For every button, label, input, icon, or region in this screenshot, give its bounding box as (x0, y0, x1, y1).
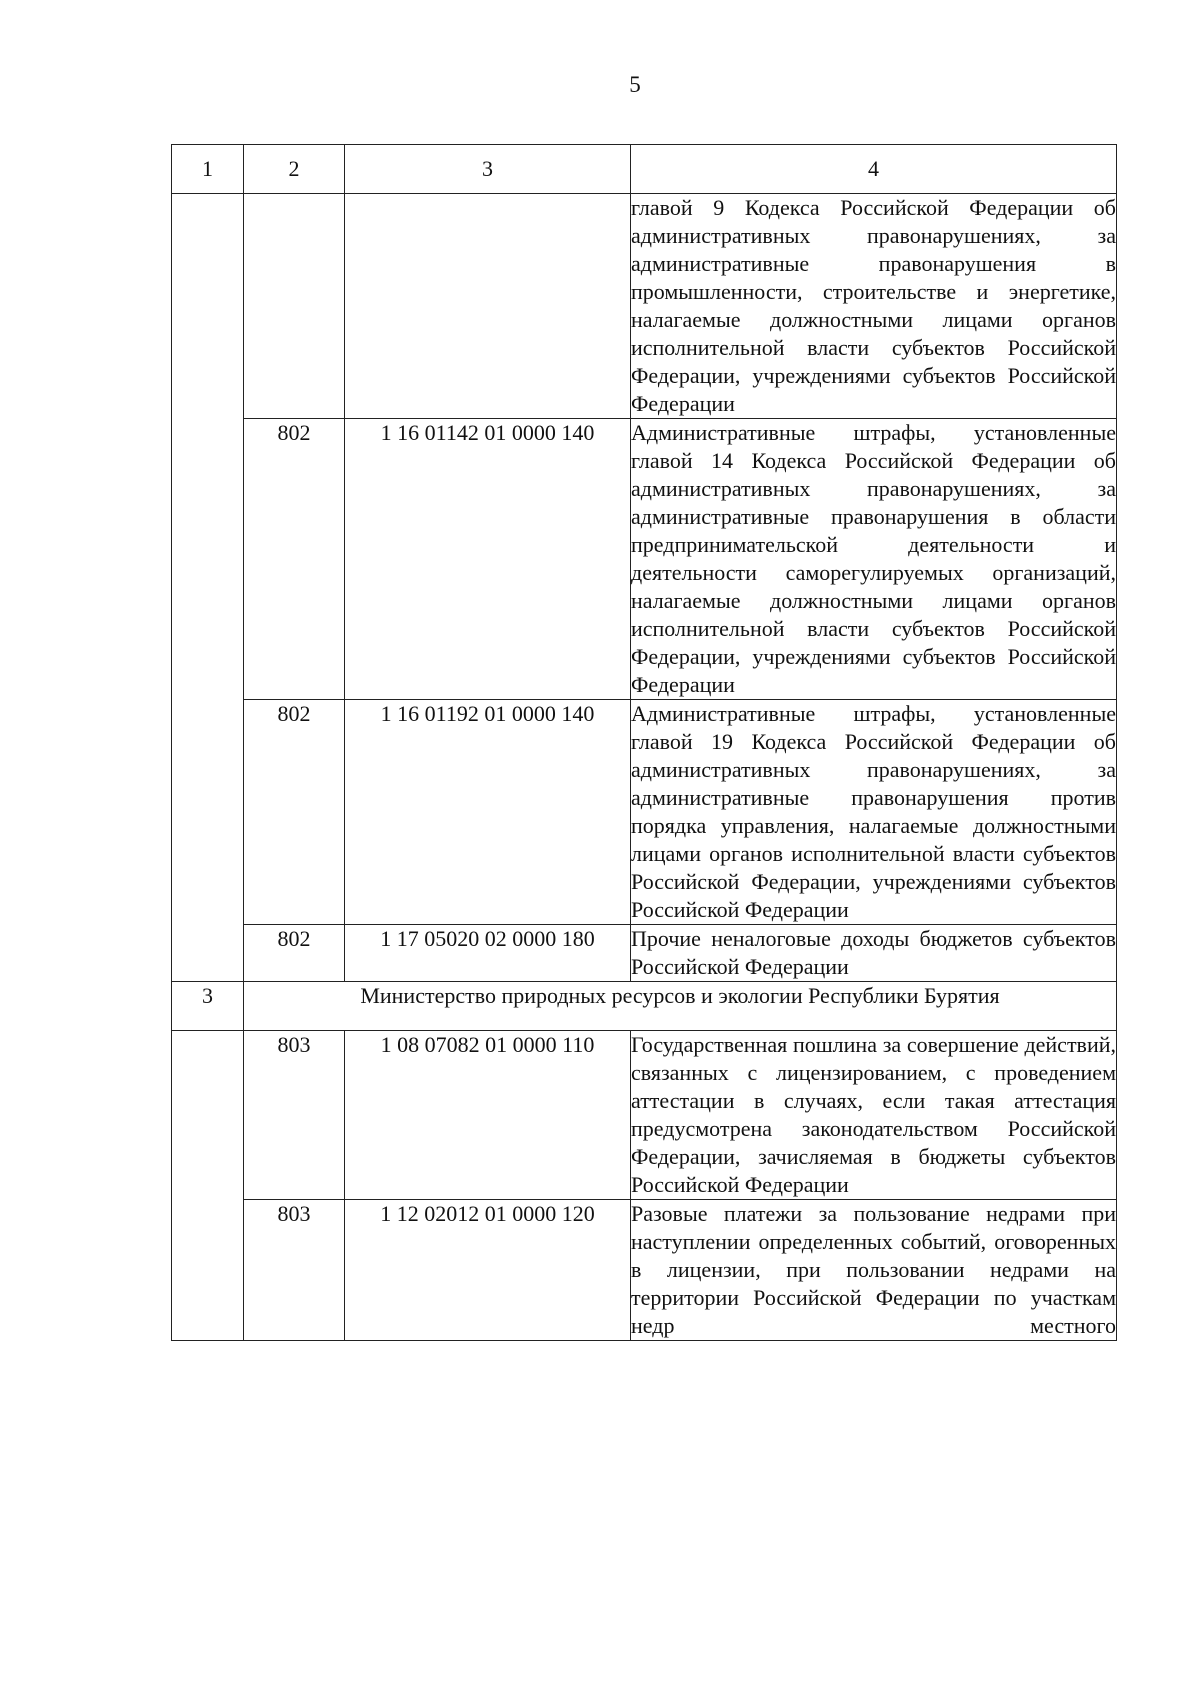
table-row (172, 419, 1117, 700)
table-row (172, 1200, 1117, 1341)
page-number: 5 (629, 72, 641, 97)
header-col-3: 3 (345, 145, 631, 194)
admin-code-cell: 803 (244, 1031, 345, 1200)
table-row (172, 194, 1117, 419)
admin-code-cell: 803 (244, 1200, 345, 1341)
section-number-cell (172, 194, 244, 982)
description-cell: Прочие неналоговые доходы бюджетов субъектов Российской Федерации (631, 925, 1117, 982)
budget-code-cell: 1 17 05020 02 0000 180 (345, 925, 631, 982)
budget-code-cell: 1 08 07082 01 0000 110 (345, 1031, 631, 1200)
section-title: Министерство природных ресурсов и экологии Республики Бурятия (244, 982, 1117, 1031)
table-row (172, 700, 1117, 925)
section-number: 3 (172, 982, 244, 1031)
budget-code-cell: 1 16 01142 01 0000 140 (345, 419, 631, 700)
budget-code-cell: 1 12 02012 01 0000 120 (345, 1200, 631, 1341)
section-row (172, 982, 1117, 1031)
table-header-row (172, 145, 1117, 194)
section-number-cell (172, 1031, 244, 1341)
description-cell: Разовые платежи за пользование недрами при наступлении определенных событий, оговоренных в лицензии, при пользовании недрами на территории Российской Федерации по участкам недр местного (631, 1200, 1117, 1341)
description-cell: Административные штрафы, установленные главой 14 Кодекса Российской Федерации об административных правонарушениях, за административные правонарушения в области предпринимательской деятельности и деятельности саморегулируемых организаций, налагаемые должностными лицами органов исполнительной власти субъектов Российской Федерации, учреждениями субъектов Российской Федерации (631, 419, 1117, 700)
header-col-2: 2 (244, 145, 345, 194)
header-col-1: 1 (172, 145, 244, 194)
budget-code-cell (345, 194, 631, 419)
admin-code-cell: 802 (244, 419, 345, 700)
admin-code-cell (244, 194, 345, 419)
description-cell: Государственная пошлина за совершение действий, связанных с лицензированием, с проведением аттестации в случаях, если такая аттестация предусмотрена законодательством Российской Федерации, зачисляемая в бюджеты субъектов Российской Федерации (631, 1031, 1117, 1200)
header-col-4: 4 (631, 145, 1117, 194)
admin-code-cell: 802 (244, 700, 345, 925)
budget-codes-table (171, 144, 1117, 1341)
description-cell: Административные штрафы, установленные главой 19 Кодекса Российской Федерации об административных правонарушениях, за административные правонарушения против порядка управления, налагаемые должностными лицами органов исполнительной власти субъектов Российской Федерации, учреждениями субъектов Российской Федерации (631, 700, 1117, 925)
table-row (172, 925, 1117, 982)
budget-code-cell: 1 16 01192 01 0000 140 (345, 700, 631, 925)
admin-code-cell: 802 (244, 925, 345, 982)
table-row (172, 1031, 1117, 1200)
description-cell: главой 9 Кодекса Российской Федерации об административных правонарушениях, за административные правонарушения в промышленности, строительстве и энергетике, налагаемые должностными лицами органов исполнительной власти субъектов Российской Федерации, учреждениями субъектов Российской Федерации (631, 194, 1117, 419)
